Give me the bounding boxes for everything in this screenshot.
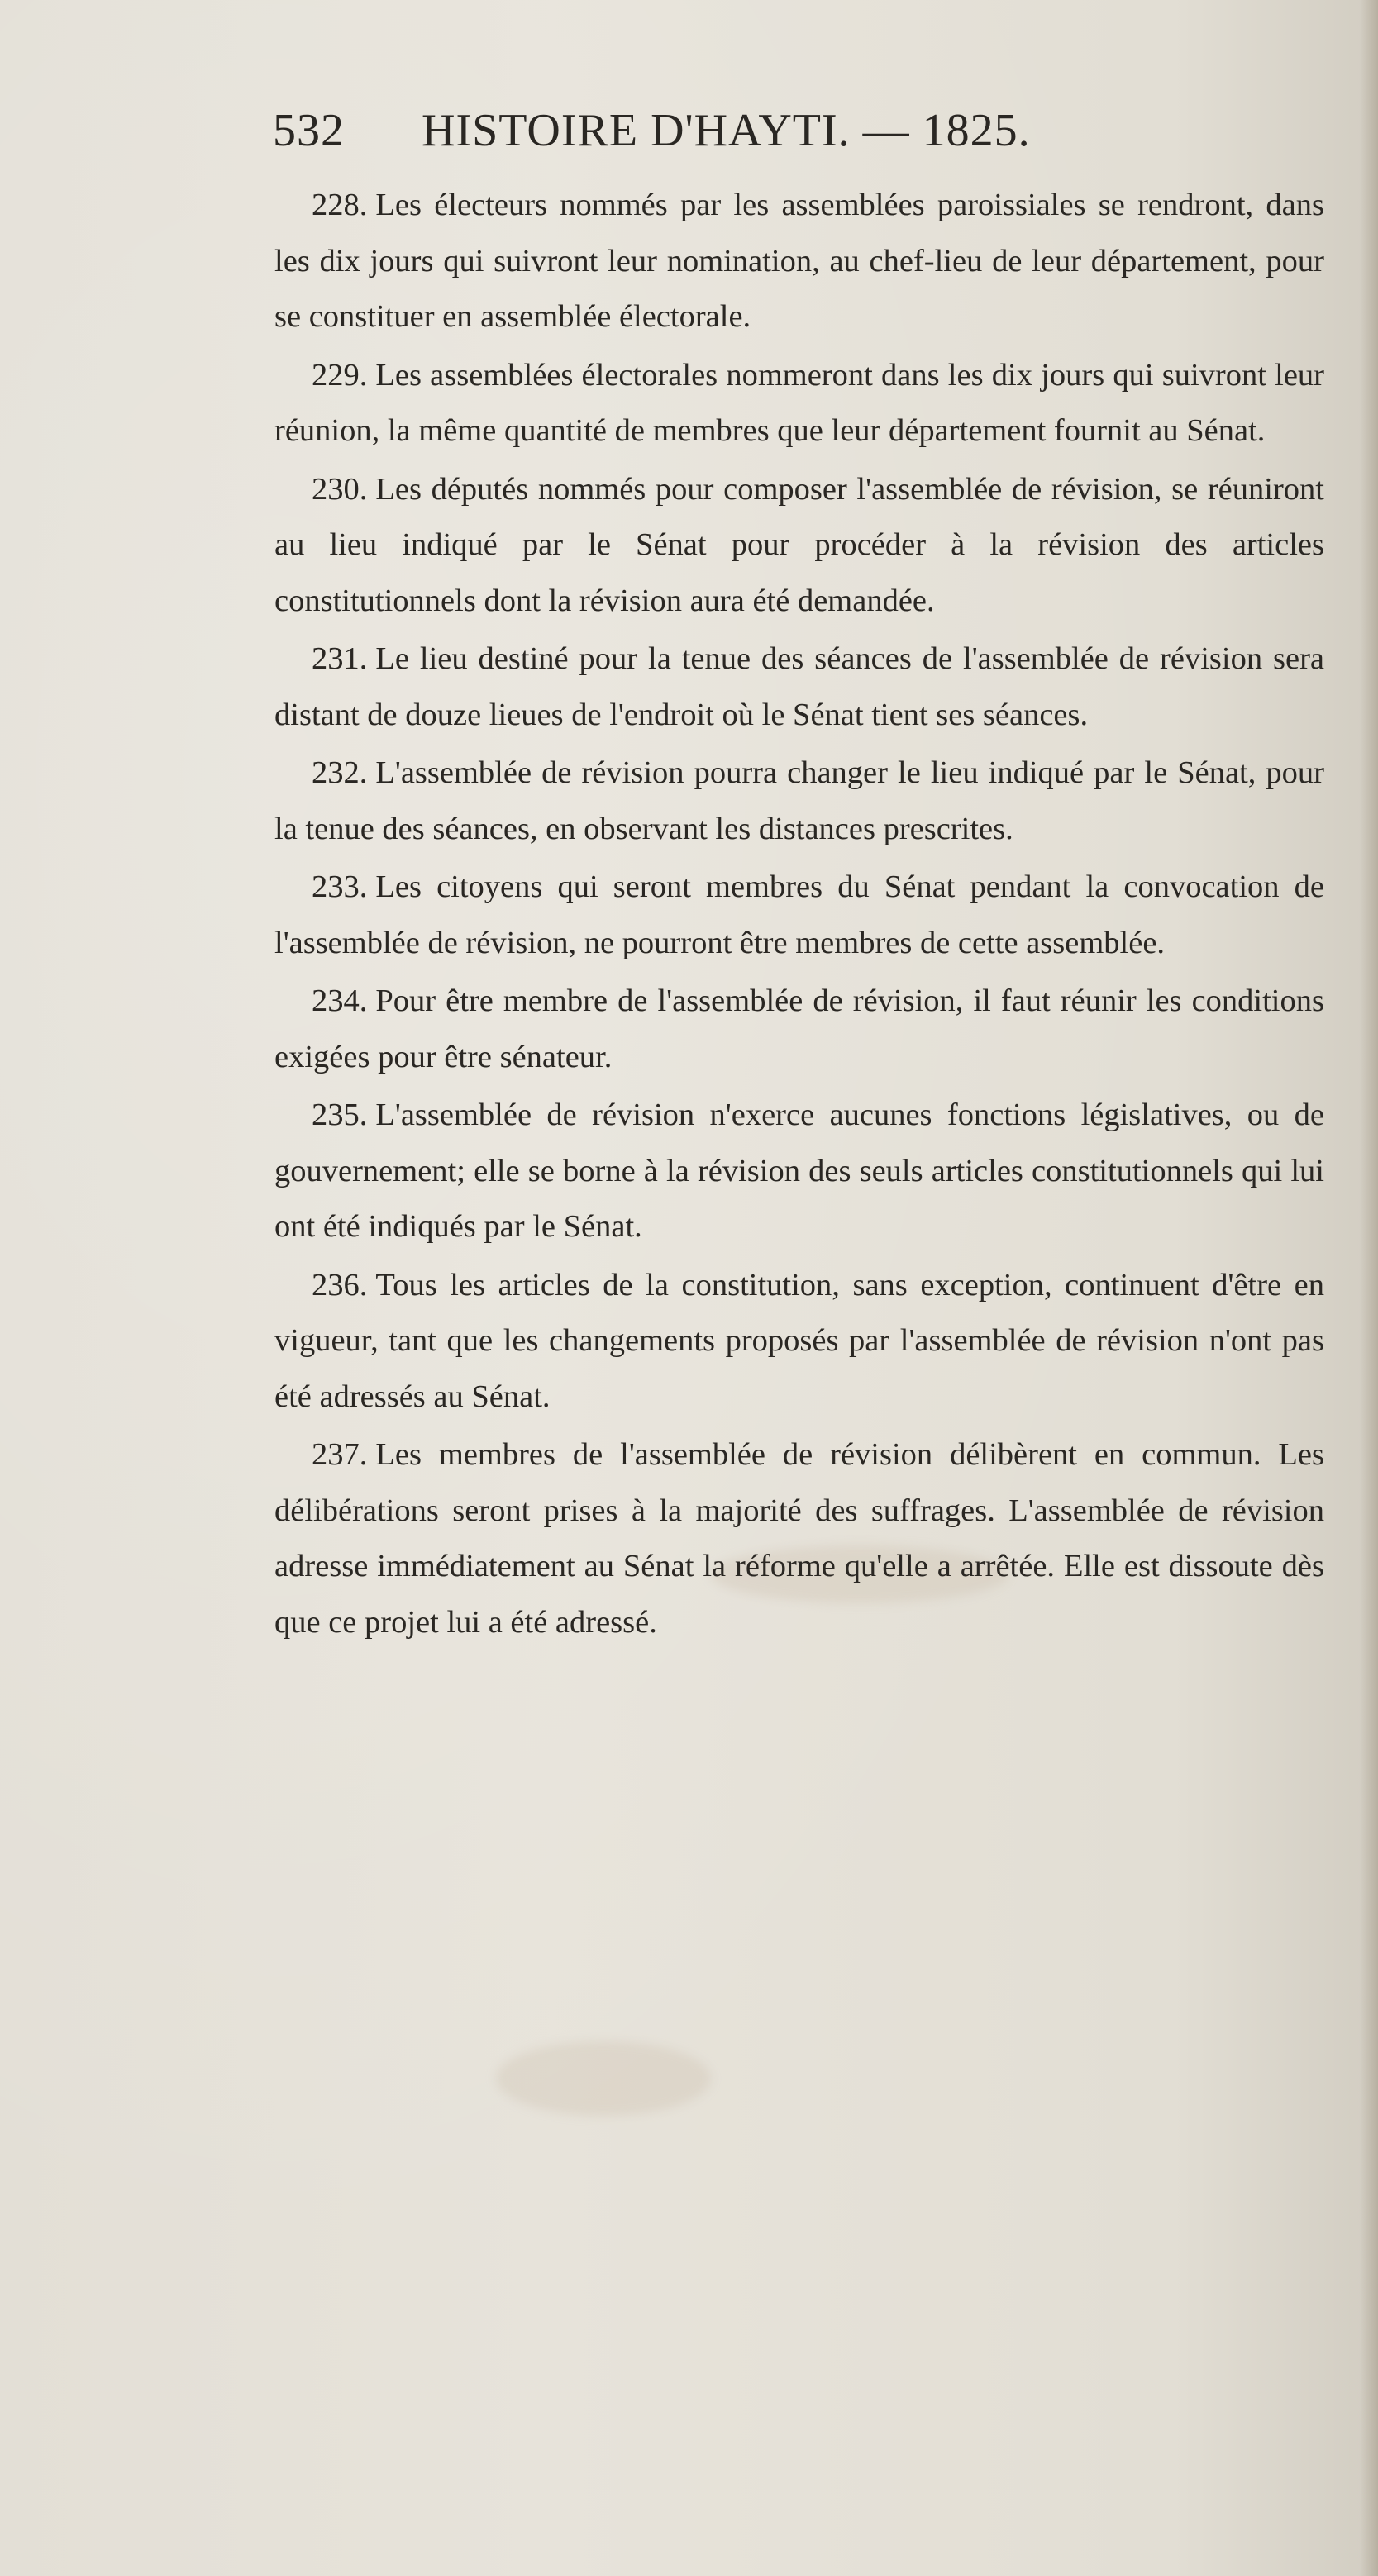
article-228 — [274, 178, 1324, 345]
body-text — [274, 178, 1324, 1653]
article-number: 237. — [312, 1437, 368, 1472]
article-230 — [274, 462, 1324, 630]
article-number: 234. — [312, 983, 368, 1018]
article-number: 230. — [312, 471, 368, 507]
article-text: Les assemblées électorales nommeront dans les dix jours qui suivront leur réunion, la même quantité de membres que leur département fournit au Sénat. — [274, 357, 1324, 448]
paper-stain — [496, 2041, 711, 2116]
article-231 — [274, 631, 1324, 743]
article-number: 231. — [312, 641, 368, 676]
article-number: 233. — [312, 869, 368, 904]
article-229 — [274, 348, 1324, 459]
page-edge-shadow — [1360, 0, 1378, 2576]
running-header — [273, 98, 1182, 164]
article-234 — [274, 974, 1324, 1085]
article-text: Tous les articles de la constitution, sans exception, continuent d'être en vigueur, tant que les changements proposés par l'assemblée de révision n'ont pas été adressés au Sénat. — [274, 1267, 1324, 1414]
article-number: 228. — [312, 188, 368, 222]
article-232 — [274, 745, 1324, 857]
article-text: Le lieu destiné pour la tenue des séances de l'assemblée de révision sera distant de douze lieues de l'endroit où le Sénat tient ses séances. — [274, 641, 1324, 732]
article-text: L'assemblée de révision pourra changer le lieu indiqué par le Sénat, pour la tenue des séances, en observant les distances prescrites. — [274, 755, 1324, 846]
article-text: Les députés nommés pour composer l'assemblée de révision, se réuniront au lieu indiqué par le Sénat pour procéder à la révision des articles constitutionnels dont la révision aura été demandée. — [274, 471, 1324, 618]
article-text: Pour être membre de l'assemblée de révision, il faut réunir les conditions exigées pour être sénateur. — [274, 983, 1324, 1074]
article-number: 229. — [312, 357, 368, 393]
article-text: L'assemblée de révision n'exerce aucunes fonctions législatives, ou de gouvernement; elle se borne à la révision des seuls articles constitutionnels qui lui ont été indiqués par le Sénat. — [274, 1098, 1324, 1244]
article-text: Les citoyens qui seront membres du Sénat pendant la convocation de l'assemblée de révision, ne pourront être membres de cette assemblée. — [274, 869, 1324, 960]
article-text: Les membres de l'assemblée de révision délibèrent en commun. Les délibérations seront prises à la majorité des suffrages. L'assemblée de révision adresse immédiatement au Sénat la réforme qu'elle a arrêtée. Elle est dissoute dès que ce projet lui a été adressé. — [274, 1437, 1324, 1640]
article-233 — [274, 859, 1324, 971]
article-236 — [274, 1258, 1324, 1426]
article-235 — [274, 1088, 1324, 1255]
article-number: 232. — [312, 755, 368, 790]
article-237 — [274, 1427, 1324, 1650]
article-number: 236. — [312, 1267, 368, 1302]
page-number: 532 — [273, 105, 345, 156]
article-text: Les électeurs nommés par les assemblées paroissiales se rendront, dans les dix jours qui suivront leur nomination, au chef-lieu de leur département, pour se constituer en assemblée électorale. — [274, 188, 1324, 334]
article-number: 235. — [312, 1098, 368, 1132]
running-title: HISTOIRE D'HAYTI. — 1825. — [422, 105, 1031, 156]
